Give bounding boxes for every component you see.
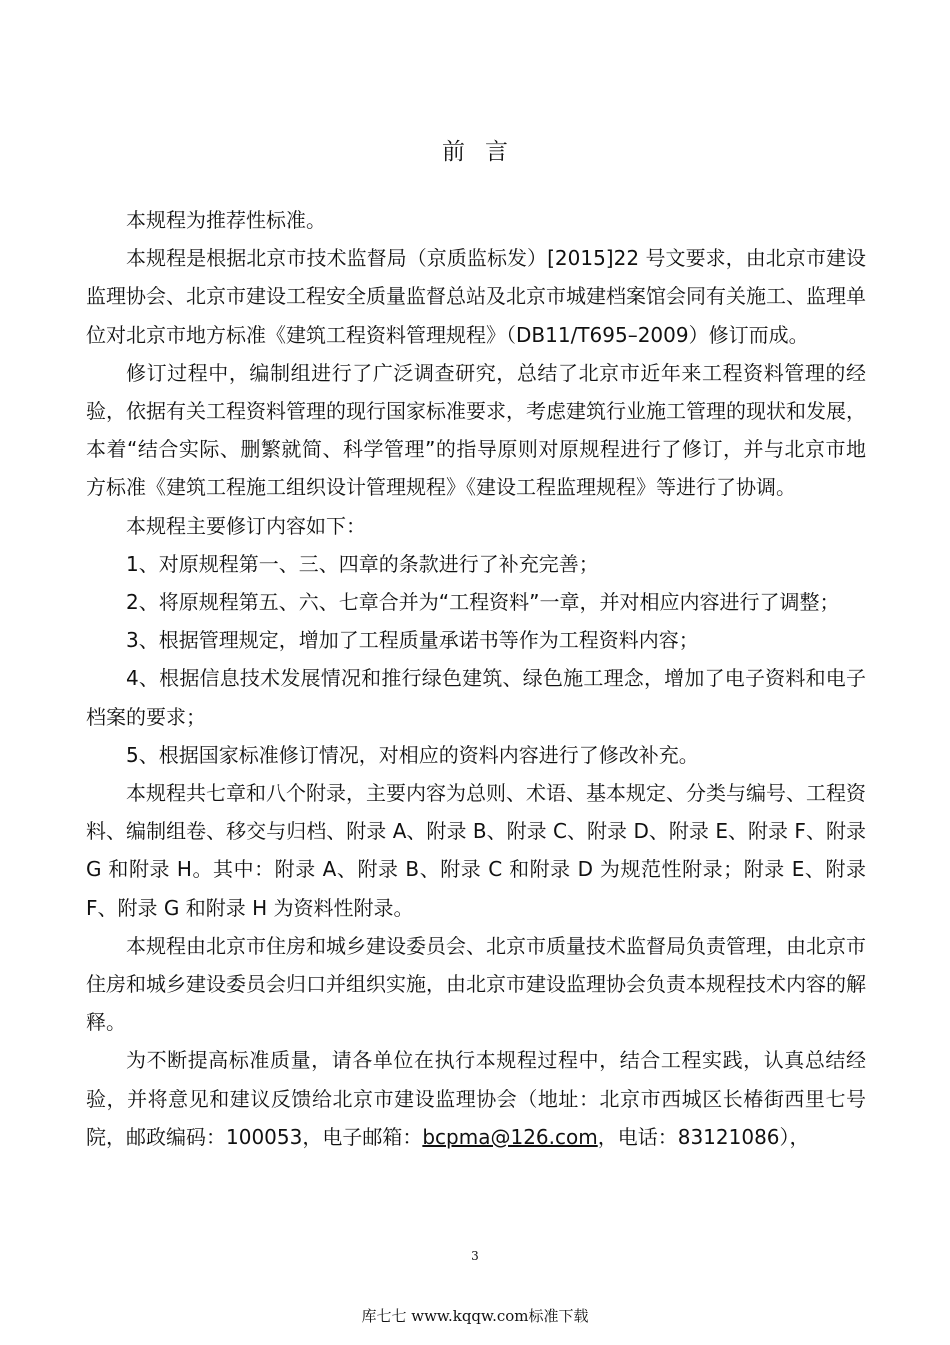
list-item-revision-3: 3、根据管理规定，增加了工程质量承诺书等作为工程资料内容； bbox=[126, 628, 699, 653]
feedback-text-tail: ，电话：83121086）， bbox=[597, 1124, 810, 1149]
paragraph-revision-intro: 本规程主要修订内容如下： bbox=[126, 513, 366, 538]
list-item-revision-1: 1、对原规程第一、三、四章的条款进行了补充完善； bbox=[126, 551, 599, 576]
paragraph-standard-type: 本规程为推荐性标准。 bbox=[126, 208, 326, 232]
email-link[interactable]: bcpma@126.com bbox=[422, 1124, 598, 1149]
paragraph-management: 本规程由北京市住房和城乡建设委员会、北京市质量技术监督局负责管理，由北京市住房和城乡建设委员会归口并组织实施，由北京市建设监理协会负责本规程技术内容的解释。 bbox=[86, 933, 866, 1035]
list-item-revision-4: 4、根据信息技术发展情况和推行绿色建筑、绿色施工理念，增加了电子资料和电子档案的要求； bbox=[86, 666, 866, 729]
page-number: 3 bbox=[471, 1249, 479, 1263]
feedback-text: 为不断提高标准质量，请各单位在执行本规程过程中，结合工程实践，认真总结经验，并将意见和建议反馈给北京市建设监理协会（地址：北京市西城区长椿街西里七号院，邮政编码：100053，电子邮箱： bbox=[86, 1048, 866, 1149]
list-item-revision-2: 2、将原规程第五、六、七章合并为“工程资料”一章，并对相应内容进行了调整； bbox=[126, 590, 840, 615]
document-body bbox=[86, 201, 873, 1156]
paragraph-structure: 本规程共七章和八个附录，主要内容为总则、术语、基本规定、分类与编号、工程资料、编制组卷、移交与归档、附录 A、附录 B、附录 C、附录 D、附录 E、附录 F、附录 G 和附录 H。其中：附录 A、附录 B、附录 C 和附录 D 为规范性附录；附录 E、附录 F、附录 G 和附录 H 为资料性附录。 bbox=[86, 781, 873, 920]
paragraph-basis: 本规程是根据北京市技术监督局（京质监标发）[2015]22 号文要求，由北京市建设监理协会、北京市建设工程安全质量监督总站及北京市城建档案馆会同有关施工、监理单位对北京市地方标准《建筑工程资料管理规程》（DB11/T695–2009）修订而成。 bbox=[86, 246, 866, 347]
list-item-revision-5: 5、根据国家标准修订情况，对相应的资料内容进行了修改补充。 bbox=[126, 742, 699, 767]
page-title: 前言 bbox=[442, 139, 528, 165]
paragraph-feedback bbox=[86, 1041, 866, 1156]
footer-watermark: 库七七 www.kqqw.com标准下载 bbox=[361, 1307, 589, 1325]
paragraph-revision-process: 修订过程中，编制组进行了广泛调查研究，总结了北京市近年来工程资料管理的经验，依据有关工程资料管理的现行国家标准要求，考虑建筑行业施工管理的现状和发展，本着“结合实际、删繁就简、科学管理”的指导原则对原规程进行了修订，并与北京市地方标准《建筑工程施工组织设计管理规程》《建设工程监理规程》等进行了协调。 bbox=[86, 360, 866, 500]
